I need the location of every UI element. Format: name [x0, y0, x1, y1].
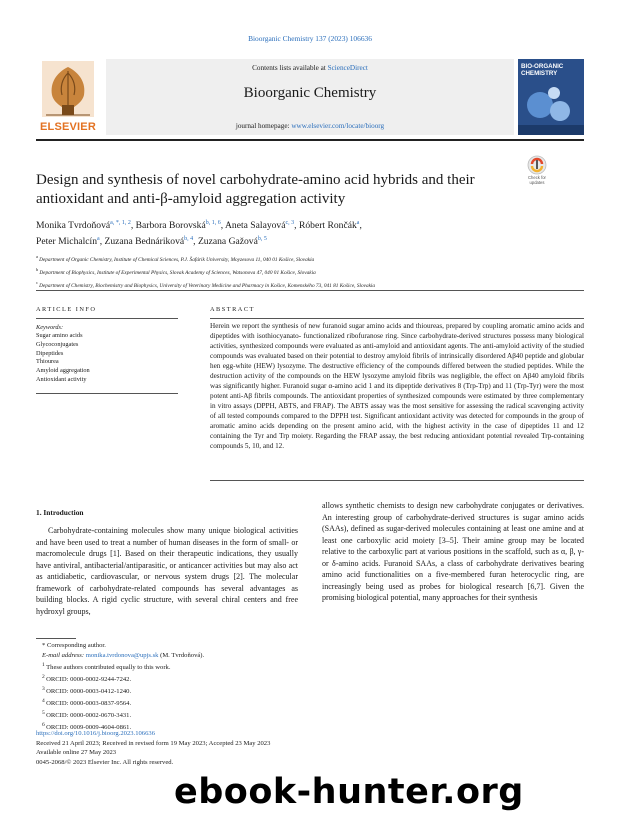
author-affiliation-marks[interactable]: c, 3 — [285, 220, 295, 226]
corresponding-author-note: * Corresponding author. — [42, 642, 106, 649]
homepage-link[interactable]: www.elsevier.com/locate/bioorg — [291, 122, 385, 130]
author[interactable] — [299, 220, 360, 231]
introduction-right-column — [322, 500, 584, 604]
author-affiliation-marks[interactable]: b, 5 — [257, 235, 267, 242]
footnote: $^3$ ORCID: 0000-0003-0412-1240. — [42, 685, 132, 695]
abstract-divider — [210, 318, 584, 319]
footnote: $^5$ ORCID: 0000-0002-0670-3431. — [42, 709, 132, 719]
contents-line: Contents lists available at ScienceDirect — [252, 64, 368, 72]
author[interactable] — [104, 236, 193, 247]
journal-cover-thumbnail[interactable] — [518, 59, 584, 135]
article-info-heading: ARTICLE INFO — [36, 306, 97, 313]
keyword: Antioxidant activity — [36, 375, 87, 383]
introduction-heading: 1. Introduction — [36, 508, 84, 517]
author-name: Zuzana Gažová — [197, 235, 258, 247]
affiliation-divider — [36, 290, 584, 291]
author-name: Barbora Borovská — [135, 220, 206, 232]
available-online: Available online 27 May 2023 — [36, 749, 117, 757]
footnote: $^4$ ORCID: 0000-0003-0837-9564. — [42, 697, 132, 707]
abstract-heading: ABSTRACT — [210, 306, 255, 313]
footnotes — [36, 641, 204, 733]
affiliation-list — [36, 252, 584, 290]
keyword-list — [36, 332, 90, 385]
copyright: 0045-2068/© 2023 Elsevier Inc. All rights reserved. — [36, 758, 174, 766]
abstract-text: Herein we report the synthesis of new furanoid sugar amino acids and thioureas, prepared by coupling aromatic amino acids and dipeptides with isothiocyanato- functionalized ribofuranose ring. Since carbohydrate-derived structures possess many biological activities, synthesized compounds were evaluated as anti-amyloid and antioxidant agents. The anti-amyloid activity of the studied compounds was evaluated based on their potential to destroy amyloid fibrils of intrinsically disordered Aβ40 peptide and globular hen egg-white (HEW) lysozyme. The destructive efficiency of the compounds differed between the studied peptides. While the destruction activity of the compounds on the HEW lysozyme amyloid fibrils was negligible, the effect on Aβ40 amyloid fibrils was significantly higher. Furanoid sugar α-amino acid 1 and its dipeptide derivatives 8 (Trp-Trp) and 11 (Trp-Tyr) were the most potent anti-Aβ fibrils compounds. The antioxidant properties of synthesized compounds were estimated by three complementary in vitro assays (DPPH, ABTS, and FRAP). The ABTS assay was the most sensitive for assessing the radical scavenging activity of all tested compounds compared to the DPPH test. Significant antioxidant activity was detected for compounds in the group of aromatic amino acids depending on the present amino acid, with the highest activity in the case of dipeptides 11 and 12 containing the Tyr and Trp moiety. Regarding the FRAP assay, the best reducing antioxidant potential revealed Trp-containing compounds 5, 10, and 12. — [210, 322, 584, 450]
received-dates: Received 21 April 2023; Received in revised form 19 May 2023; Accepted 23 May 2023 — [36, 739, 271, 747]
article-dates — [36, 729, 270, 767]
author-name: Peter Michalcín — [36, 235, 98, 247]
cover-title: BIO-ORGANIC CHEMISTRY — [521, 63, 564, 77]
journal-banner — [106, 59, 514, 135]
doi-link[interactable]: https://doi.org/10.1016/j.bioorg.2023.106636 — [36, 730, 155, 737]
author-name: Monika Tvrdoňová — [36, 220, 111, 232]
journal-header — [36, 59, 584, 135]
author-name: Zuzana Bednáriková — [104, 235, 185, 247]
keywords-label: Keywords: — [36, 324, 64, 331]
sciencedirect-link[interactable]: ScienceDirect — [327, 64, 368, 72]
author[interactable] — [198, 236, 267, 247]
homepage-line: journal homepage: www.elsevier.com/locate/bioorg — [235, 122, 385, 130]
introduction-left-column — [36, 525, 298, 617]
elsevier-logo[interactable] — [36, 59, 100, 135]
author-name: Aneta Salayová — [225, 220, 286, 232]
journal-name: Bioorganic Chemistry — [243, 85, 377, 101]
footnote: $^2$ ORCID: 0000-0002-9244-7242. — [42, 673, 132, 683]
footnote: $^6$ ORCID: 0009-0009-4604-0861. — [42, 721, 132, 731]
author[interactable] — [36, 220, 131, 231]
keyword: Sugar amino acids — [36, 332, 83, 339]
keyword: Thiourea — [36, 358, 59, 366]
author-affiliation-marks[interactable]: a — [97, 235, 100, 242]
journal-citation[interactable]: Bioorganic Chemistry 137 (2023) 106636 — [248, 34, 372, 43]
email-link[interactable]: monika.tvrdonova@upjs.sk — [85, 651, 159, 659]
affiliation: $^c$ Department of Chemistry, Biochemistry and Biophysics, University of Veterinary Medicine and Pharmacy in Košice, Komenského 73, 041 81 Košice, Slovakia — [36, 279, 376, 289]
author-affiliation-marks[interactable]: b, 1, 6 — [205, 220, 221, 226]
watermark: ebook-hunter.org — [174, 772, 524, 812]
author-list: Monika Tvrdoňová$^{a, *, 1, 2}$, Barbora Borovská$^{b, 1, 6}$, Aneta Salayová$^{c, 3}$, Róbert Rončák$^a$, Peter Michalcín$^a$, Zuzana Bednáriková$^{b, 4}$, Zuzana Gažová$^{b, 5}$ — [36, 220, 362, 247]
elsevier-wordmark: ELSEVIER — [39, 121, 96, 133]
author-affiliation-marks[interactable]: a, *, 1, 2 — [110, 220, 131, 226]
author[interactable] — [225, 220, 294, 231]
affiliation: $^b$ Department of Biophysics, Institute of Experimental Physics, Slovak Academy of Sciences, Watsonova 47, 040 01 Košice, Slovakia — [36, 266, 316, 276]
keyword: Dipeptides — [36, 349, 64, 357]
author-affiliation-marks[interactable]: b, 4 — [184, 235, 194, 242]
author-affiliation-marks[interactable]: a — [356, 220, 360, 226]
check-for-updates-badge[interactable] — [519, 155, 555, 185]
footnote-list — [36, 661, 204, 733]
author-name: Róbert Rončák — [298, 220, 357, 232]
header-divider — [36, 139, 584, 141]
footnote: $^1$ These authors contributed equally to this work. — [42, 661, 171, 671]
abstract-bottom-divider — [210, 480, 584, 481]
intro-paragraph-continued: allows synthetic chemists to design new carbohydrate conjugates or derivatives. An interesting group of carbohydrate-derived structures is sugar amino acids (SAAs), defined as sugar-derived molecules containing at least one amine and at least one carboxylic acid moiety [3–5]. Their amine group may be located relative to the carboxylic part at various positions in the scaffold, such as α, β, γ- or δ-amino acids. Furanoid SAAs, a class of carbohydrate derivatives bearing amino acid functionalities on a five-membered furan heterocyclic ring, are increasingly being used as probes for biological research [6,7]. Given the promising biological potential, many approaches for their synthesis — [322, 501, 584, 602]
article-info-divider — [36, 318, 178, 319]
footnote-divider — [36, 638, 76, 639]
intro-paragraph: Carbohydrate-containing molecules show many unique biological activities and have been used to treat a number of human diseases in the form of small- or macromolecule drugs [1]. Based on their therapeutic indications, they usually have antiviral, antibacterial/antiparasitic, or anticancer activities but may also act as antidiabetic, cardiovascular, or nervous system drugs [2]. The molecular framework of carbohydrate-related compounds has several advantages as building blocks. A rigid cyclic structure, with several chiral centers and free hydroxyl groups, — [36, 526, 298, 616]
affiliation: $^a$ Department of Organic Chemistry, Institute of Chemical Sciences, P.J. Šafárik University, Moyzesova 11, 040 01 Košice, Slovakia — [36, 254, 315, 263]
check-updates-label: Check for updates — [528, 175, 546, 185]
cover-art-icon — [518, 79, 584, 135]
article-info-bottom-divider — [36, 393, 178, 394]
keyword: Amyloid aggregation — [36, 367, 90, 375]
email-note: E-mail address: monika.tvrdonova@upjs.sk (M. Tvrdoňová). — [42, 651, 205, 659]
paper-title: Design and synthesis of novel carbohydrate-amino acid hybrids and their antioxidant and anti-β-amyloid aggregation activity — [36, 172, 475, 207]
author[interactable] — [36, 236, 100, 247]
keyword: Glycoconjugates — [36, 340, 79, 348]
check-updates-icon — [527, 155, 547, 175]
author[interactable] — [136, 220, 221, 231]
